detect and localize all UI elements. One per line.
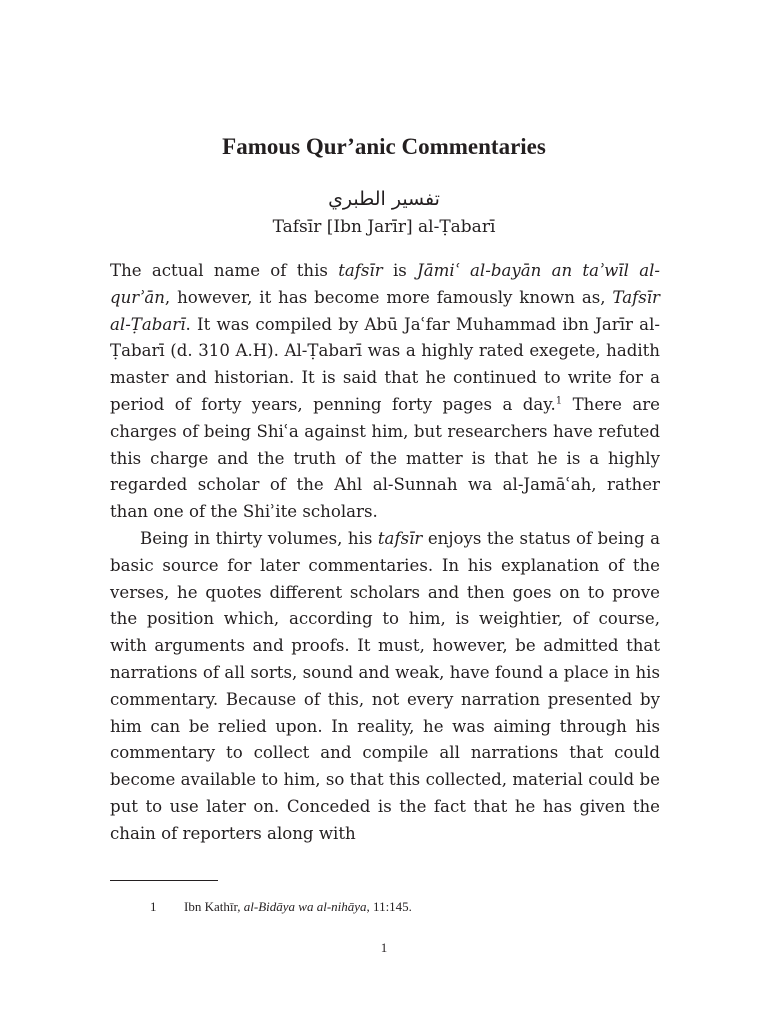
chapter-title: Famous Qur’anic Commentaries [222, 134, 546, 159]
paragraph-1 [110, 258, 660, 526]
footnote-reference[interactable]: 1 [555, 395, 563, 407]
paragraph-2 [110, 526, 660, 848]
footnote [150, 899, 412, 915]
text-span: Being in thirty volumes, his [140, 528, 378, 548]
section-title: Tafsīr [Ibn Jarīr] al-Ṭabarī [272, 217, 496, 237]
italic-term: al-Bidāya wa al-nihāya [243, 899, 367, 914]
italic-term: tafsīr [377, 528, 423, 548]
footnote-divider [110, 880, 218, 881]
text-span: is [382, 261, 418, 280]
text-span: , however, it has become more famously known as, [164, 287, 613, 307]
text-span: The actual name of this [110, 261, 339, 280]
body-text [110, 258, 660, 848]
text-span: . It was compiled by Abū Jaʿfar Muhammad ibn Jarīr al-Ṭabarī (d. 310 A.H). Al-Ṭabarī was a highly rated exegete, hadith master and historian. It is said that he continued to write for a period of forty years, penning forty pages a day. [110, 314, 660, 414]
arabic-section-title: تفسير الطبري [328, 188, 440, 210]
text-span: There are charges of being Shiʿa against him, but researchers have refuted this charge and the truth of the matter is that he is a highly regarded scholar of the Ahl al-Sunnah wa al-Jamāʿah, rather than one of the Shiʾite scholars. [110, 394, 660, 522]
text-span: , 11:145. [366, 899, 412, 914]
text-span: enjoys the status of being a basic source for later commentaries. In his explanation of the verses, he quotes different scholars and then goes on to prove the position which, according to him, is weightier, of course, with arguments and proofs. It must, however, be admitted that narrations of all sorts, sound and weak, have found a place in his commentary. Because of this, not every narration presented by him can be relied upon. In reality, he was aiming through his commentary to collect and compile all narrations that could become available to him, so that this collected, material could be put to use later on. Conceded is the fact that he has given the chain of reporters along with [110, 528, 660, 843]
page-number: 1 [380, 940, 388, 955]
italic-term: tafsīr [338, 261, 383, 280]
italic-term: Jāmiʿ al-bayān an taʾwīl al-qurʾān [110, 261, 661, 307]
footnote-number: 1 [150, 899, 157, 914]
text-span: Ibn Kathīr, [184, 899, 244, 914]
italic-term: Tafsīr al-Ṭabarī [110, 287, 660, 334]
